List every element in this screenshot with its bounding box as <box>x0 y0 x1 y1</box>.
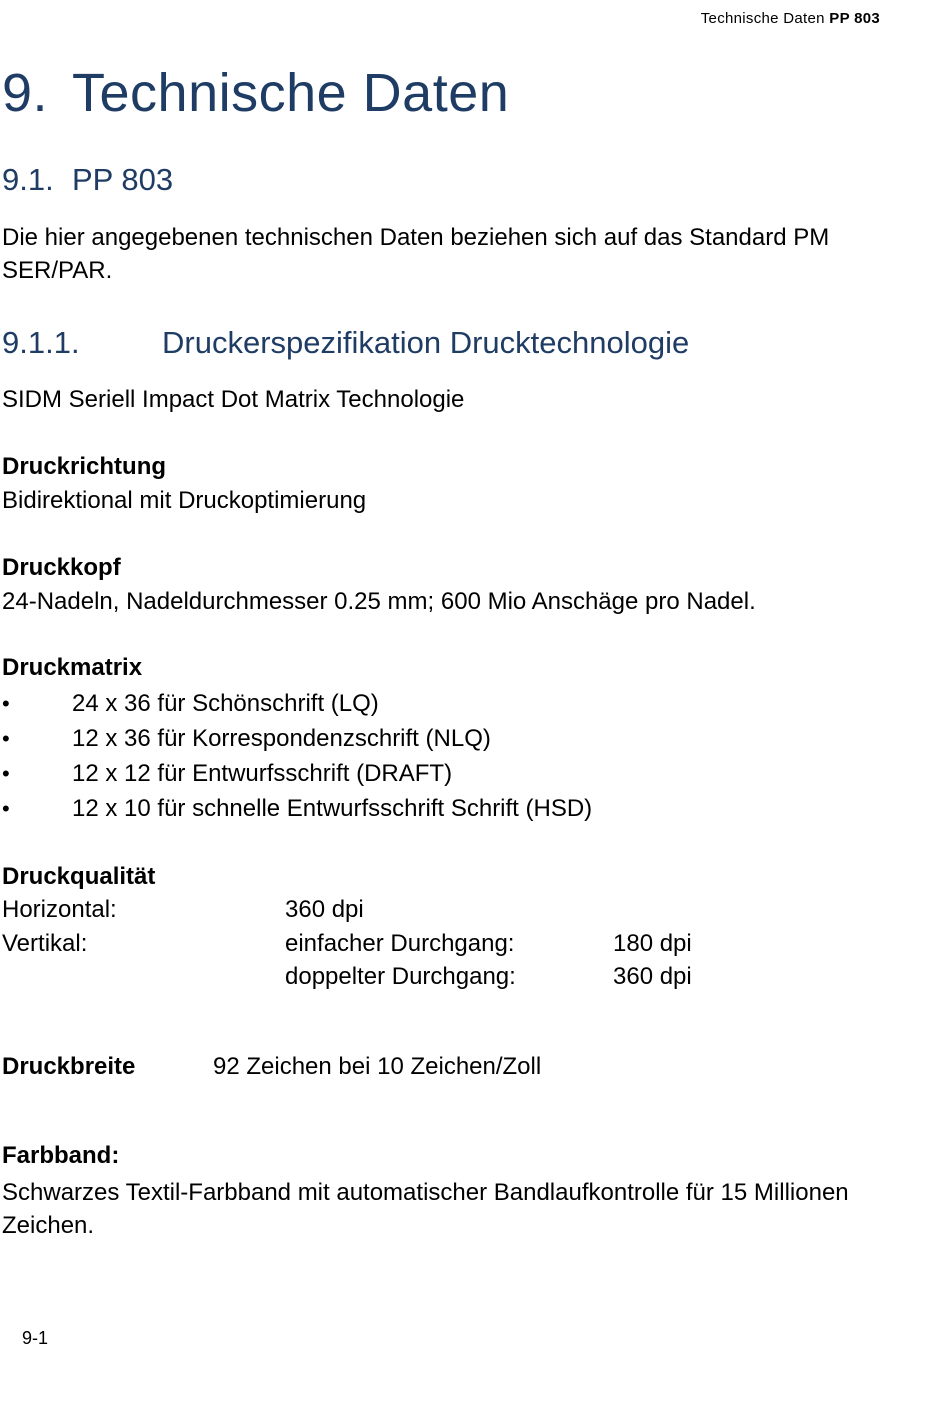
double-pass-value: 360 dpi <box>613 963 692 990</box>
bullet-icon: • <box>2 726 10 751</box>
technology-text: SIDM Seriell Impact Dot Matrix Technologie <box>2 386 465 413</box>
section-title: PP 803 <box>72 162 174 197</box>
header-model-label: PP 803 <box>829 10 880 27</box>
chapter-title: Technische Daten <box>72 63 510 123</box>
list-item-text: 12 x 10 für schnelle Entwurfsschrift Schrift (HSD) <box>72 795 593 822</box>
list-item <box>2 725 491 753</box>
chapter-heading <box>2 62 509 124</box>
druckrichtung-value: Bidirektional mit Druckoptimierung <box>2 487 367 514</box>
list-item-text: 12 x 36 für Korrespondenzschrift (NLQ) <box>72 725 491 752</box>
list-item <box>2 690 379 718</box>
bullet-icon: • <box>2 691 10 716</box>
druckkopf-value: 24-Nadeln, Nadeldurchmesser 0.25 mm; 600 Mio Anschäge pro Nadel. <box>2 588 756 615</box>
section-number: 9.1. <box>2 162 54 197</box>
farbband-label: Farbband: <box>2 1142 120 1169</box>
list-item-text: 24 x 36 für Schönschrift (LQ) <box>72 690 379 717</box>
subsection-number: 9.1.1. <box>2 325 80 360</box>
subsection-title: Druckerspezifikation Drucktechnologie <box>162 325 690 360</box>
horizontal-value: 360 dpi <box>285 896 364 923</box>
section-heading <box>2 162 173 198</box>
bullet-icon: • <box>2 761 10 786</box>
header-section-label: Technische Daten <box>700 10 825 27</box>
running-header <box>701 10 880 27</box>
single-pass-value: 180 dpi <box>613 930 692 957</box>
bullet-icon: • <box>2 796 10 821</box>
druckbreite-value: 92 Zeichen bei 10 Zeichen/Zoll <box>213 1053 542 1080</box>
farbband-value: Schwarzes Textil-Farbband mit automatischer Bandlaufkontrolle für 15 Millionen Zeichen. <box>2 1179 849 1239</box>
intro-paragraph: Die hier angegebenen technischen Daten beziehen sich auf das Standard PM SER/PAR. <box>2 224 830 284</box>
list-item <box>2 795 592 823</box>
chapter-number: 9. <box>2 63 49 123</box>
horizontal-label: Horizontal: <box>2 896 117 923</box>
druckbreite-label: Druckbreite <box>2 1053 136 1080</box>
list-item <box>2 760 452 788</box>
druckkopf-label: Druckkopf <box>2 554 121 581</box>
list-item-text: 12 x 12 für Entwurfsschrift (DRAFT) <box>72 760 453 787</box>
double-pass-label: doppelter Durchgang: <box>285 963 516 990</box>
page-number: 9-1 <box>22 1328 49 1348</box>
single-pass-label: einfacher Durchgang: <box>285 930 515 957</box>
druckqualitaet-label: Druckqualität <box>2 863 156 890</box>
druckrichtung-label: Druckrichtung <box>2 453 167 480</box>
subsection-heading <box>2 325 689 361</box>
druckmatrix-label: Druckmatrix <box>2 654 143 681</box>
vertikal-label: Vertikal: <box>2 930 88 957</box>
